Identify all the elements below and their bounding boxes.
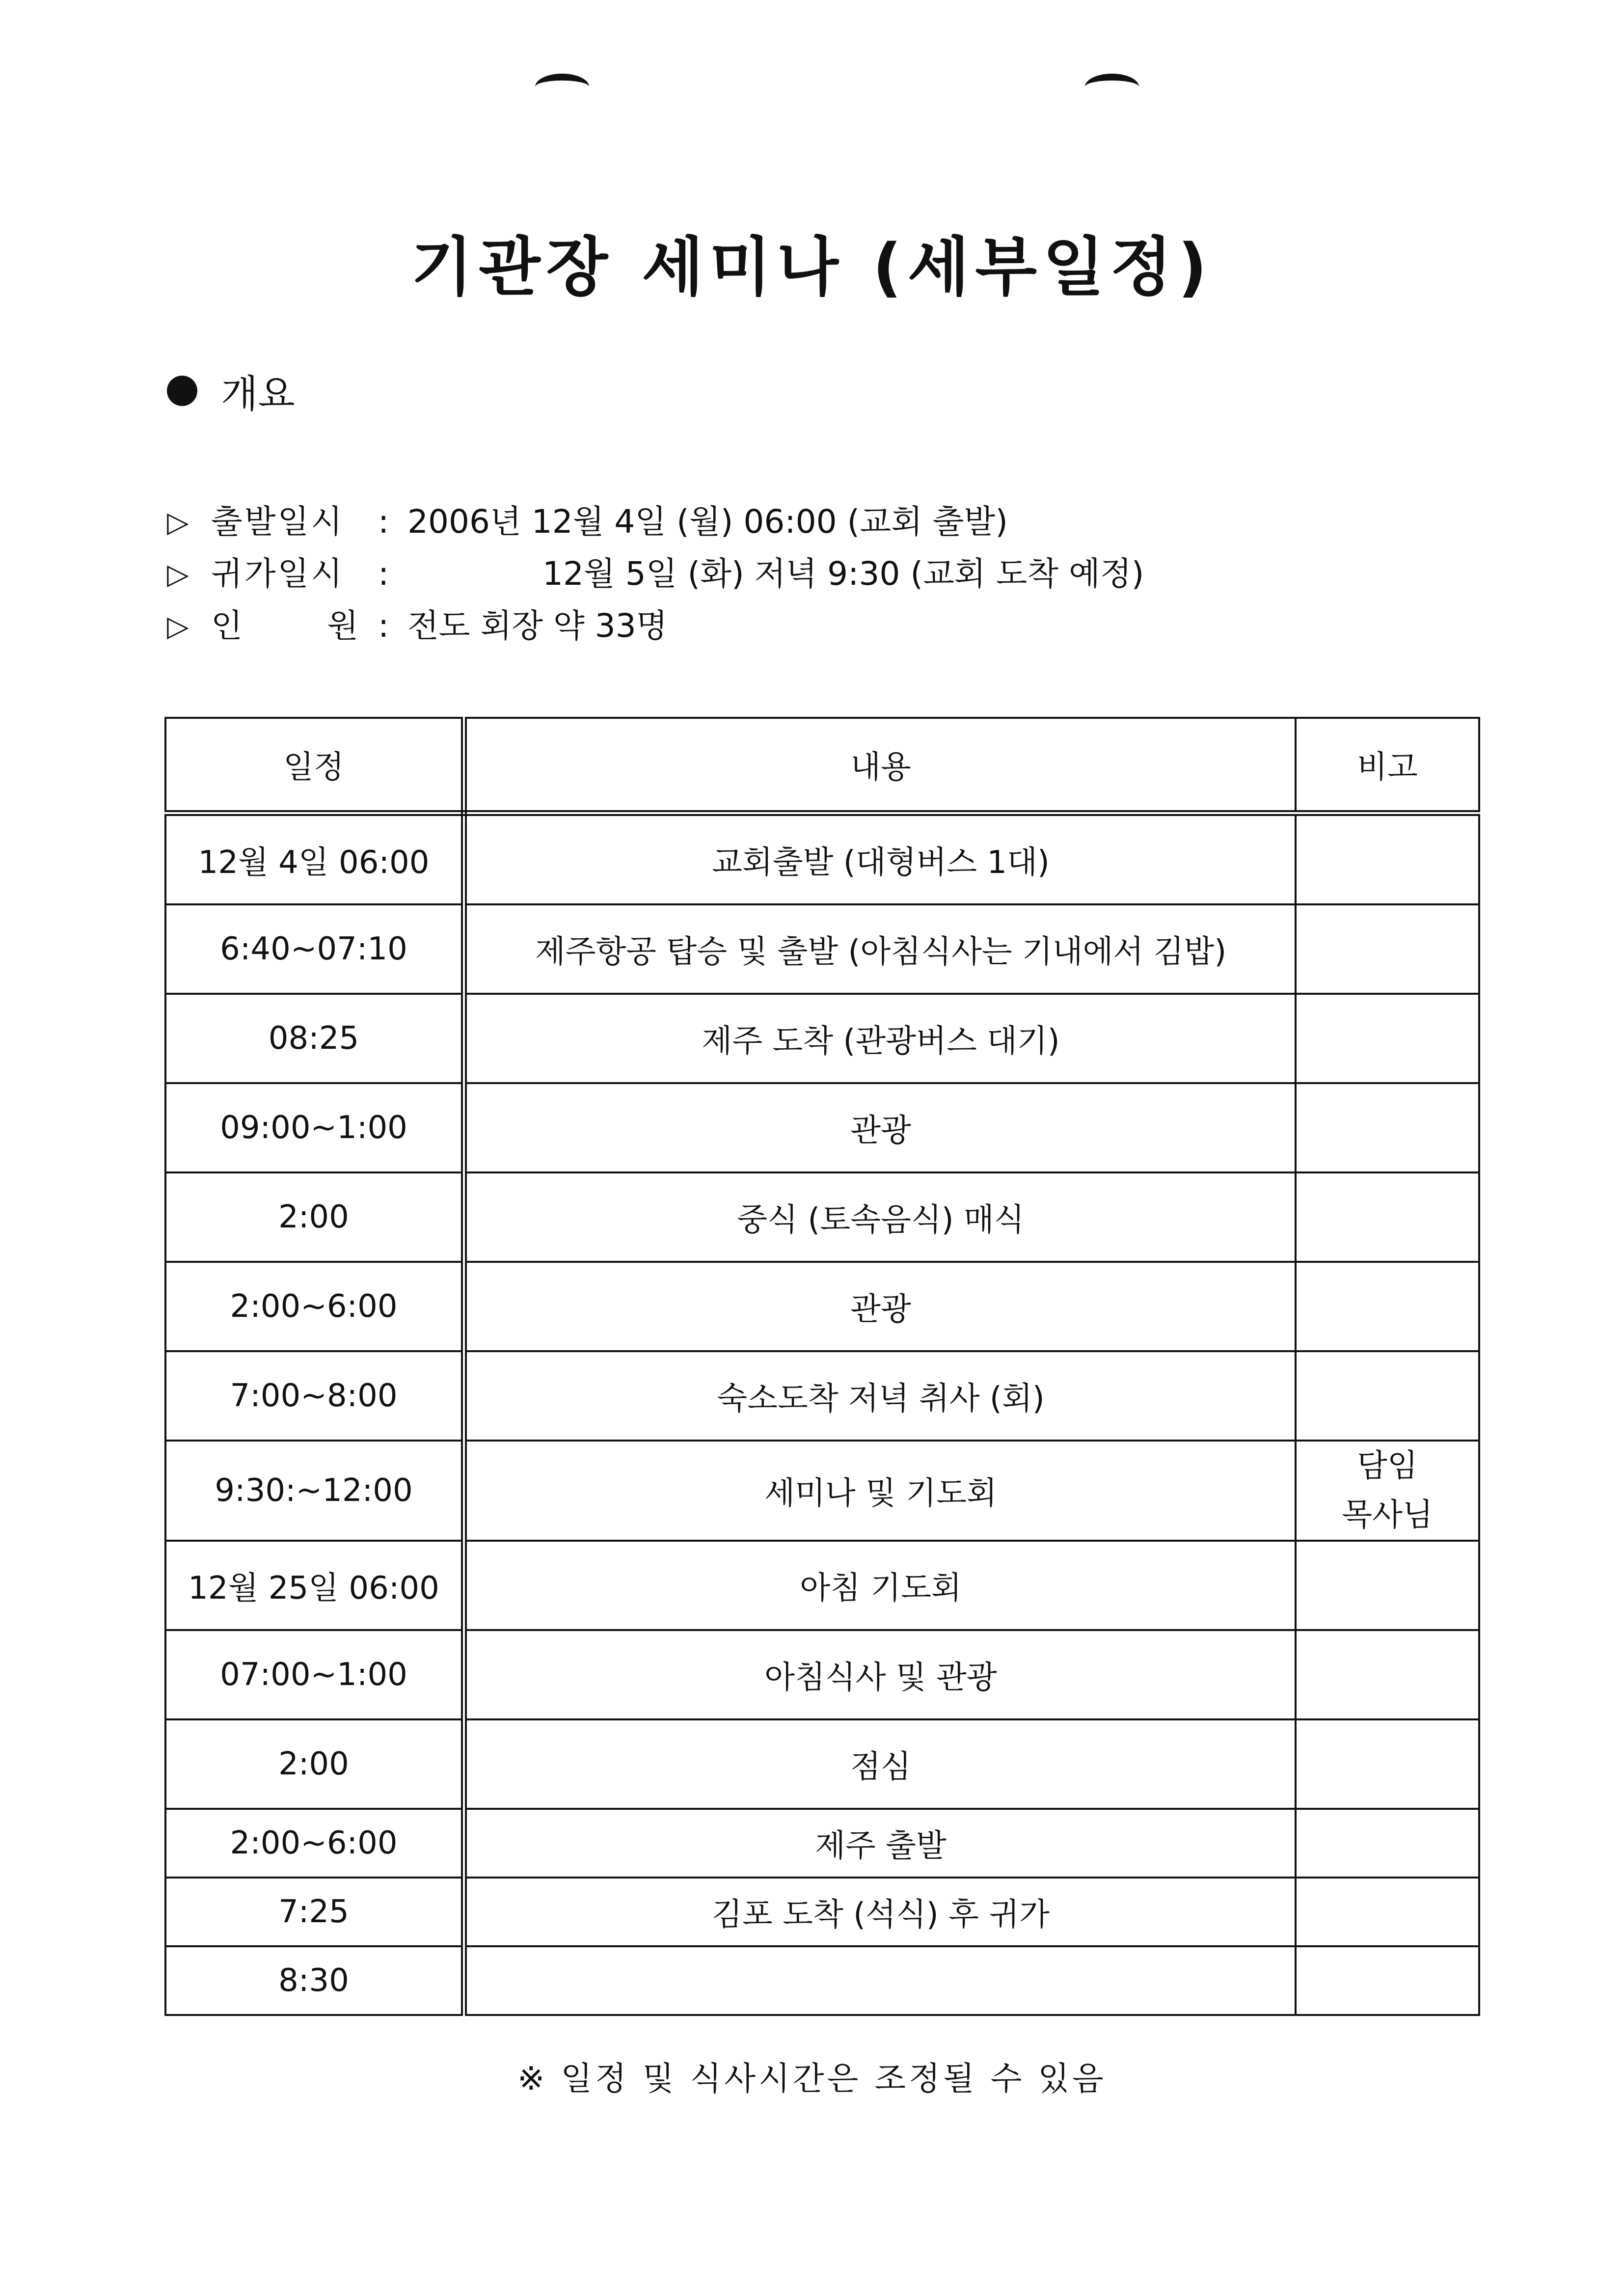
header-content: 내용: [464, 718, 1296, 813]
table-row: [165, 1441, 1479, 1541]
table-row: [165, 1083, 1479, 1172]
cell-time: 07:00~1:00: [165, 1630, 464, 1719]
cell-remark: [1296, 1946, 1479, 2015]
overview-departure: [167, 496, 1144, 548]
cell-content: 숙소도착 저녁 취사 (회): [464, 1351, 1296, 1441]
cell-content: 아침 기도회: [464, 1541, 1296, 1630]
header-remark: 비고: [1296, 718, 1479, 813]
cell-time: 2:00: [165, 1719, 464, 1809]
cell-time: 9:30:~12:00: [165, 1441, 464, 1541]
table-row: [165, 904, 1479, 994]
triangle-right-icon: ▷: [167, 609, 189, 643]
table-row: [165, 813, 1479, 904]
cell-time: 8:30: [165, 1946, 464, 2015]
overview-label: 출발일시: [211, 503, 345, 541]
table-row: [165, 994, 1479, 1083]
cell-remark: [1296, 1719, 1479, 1809]
overview-members: [167, 600, 1144, 652]
cell-remark: [1296, 1172, 1479, 1262]
cell-remark: [1296, 813, 1479, 904]
cell-time: 09:00~1:00: [165, 1083, 464, 1172]
cell-remark: [1296, 1351, 1479, 1441]
overview-label: 귀가일시: [211, 555, 345, 593]
footnote: ※ 일정 및 식사시간은 조정될 수 있음: [517, 2060, 1107, 2097]
cell-content: 제주항공 탑승 및 출발 (아침식사는 기내에서 김밥): [464, 904, 1296, 994]
table-header-row: [165, 718, 1479, 813]
cell-remark: [1296, 1083, 1479, 1172]
overview-value: 전도 회장 약 33명: [407, 607, 668, 645]
punch-hole-right: [1085, 74, 1139, 100]
overview-value: 2006년 12월 4일 (월) 06:00 (교회 출발): [407, 503, 1008, 541]
remark-line: 목사님: [1342, 1497, 1433, 1533]
page-title: 기관장 세미나 (세부일정): [411, 230, 1213, 304]
overview-return: [167, 548, 1144, 600]
cell-time: 12월 25일 06:00: [165, 1541, 464, 1630]
overview-colon: :: [378, 555, 389, 593]
cell-content: 점심: [464, 1719, 1296, 1809]
overview-label-part: 원: [327, 607, 358, 645]
cell-content: 제주 도착 (관광버스 대기): [464, 994, 1296, 1083]
cell-remark: [1296, 904, 1479, 994]
punch-hole-left: [535, 74, 589, 100]
schedule-table: [164, 717, 1480, 2016]
remark-line: 담임: [1357, 1448, 1418, 1484]
cell-remark: [1296, 1441, 1479, 1541]
section-heading: [167, 363, 295, 418]
overview-label-part: 인: [211, 607, 243, 645]
overview-colon: :: [378, 607, 389, 645]
bullet-icon: [167, 376, 197, 406]
cell-remark: [1296, 1630, 1479, 1719]
overview-colon: :: [378, 503, 389, 541]
cell-content: 아침식사 및 관광: [464, 1630, 1296, 1719]
triangle-right-icon: ▷: [167, 557, 189, 591]
cell-time: 7:25: [165, 1878, 464, 1946]
table-row: [165, 1172, 1479, 1262]
overview-value: 12월 5일 (화) 저녁 9:30 (교회 도착 예정): [542, 555, 1144, 593]
cell-content: 제주 출발: [464, 1809, 1296, 1878]
table-row: [165, 1541, 1479, 1630]
cell-content: 중식 (토속음식) 매식: [464, 1172, 1296, 1262]
table-row: [165, 1809, 1479, 1878]
section-heading-label: 개요: [221, 372, 295, 416]
overview-label: [211, 600, 358, 652]
cell-time: 2:00: [165, 1172, 464, 1262]
table-row: [165, 1878, 1479, 1946]
table-row: [165, 1262, 1479, 1351]
cell-content: 관광: [464, 1083, 1296, 1172]
table-row: [165, 1630, 1479, 1719]
cell-content: 관광: [464, 1262, 1296, 1351]
cell-remark: [1296, 1878, 1479, 1946]
cell-content: 김포 도착 (석식) 후 귀가: [464, 1878, 1296, 1946]
cell-remark: [1296, 1809, 1479, 1878]
cell-remark: [1296, 994, 1479, 1083]
cell-remark: [1296, 1541, 1479, 1630]
triangle-right-icon: ▷: [167, 505, 189, 539]
cell-time: 08:25: [165, 994, 464, 1083]
table-row: [165, 1351, 1479, 1441]
table-row: [165, 1946, 1479, 2015]
table-row: [165, 1719, 1479, 1809]
overview-list: [167, 496, 1144, 652]
cell-time: 12월 4일 06:00: [165, 813, 464, 904]
cell-remark: [1296, 1262, 1479, 1351]
cell-time: 7:00~8:00: [165, 1351, 464, 1441]
header-time: 일정: [165, 718, 464, 813]
cell-content: [464, 1946, 1296, 2015]
cell-content: 세미나 및 기도회: [464, 1441, 1296, 1541]
cell-time: 6:40~07:10: [165, 904, 464, 994]
cell-content: 교회출발 (대형버스 1대): [464, 813, 1296, 904]
cell-time: 2:00~6:00: [165, 1809, 464, 1878]
cell-time: 2:00~6:00: [165, 1262, 464, 1351]
